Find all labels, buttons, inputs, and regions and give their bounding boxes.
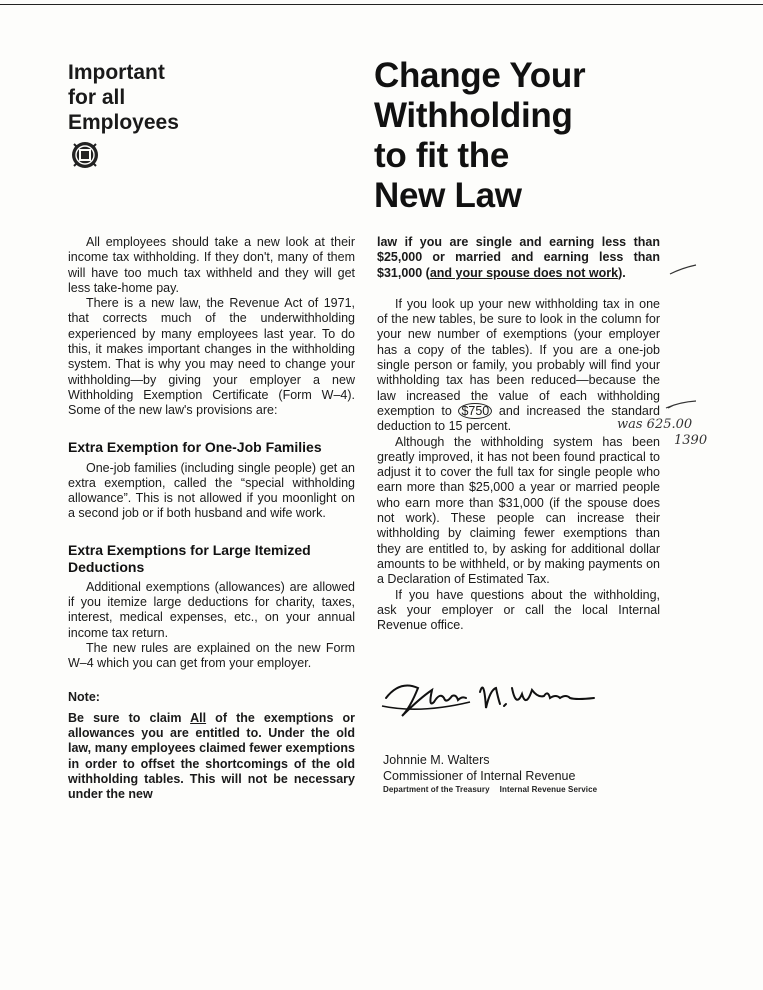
note-text-all: All: [190, 710, 207, 725]
system-paragraph: Although the withholding system has been greatly improved, it has not been found practical to adjust it to cover the full tax for single people who earn more than $25,000 a year or married people who earn more than $31,000 (if the spouse does not work). These people can increase their withholding by claiming fewer exemptions than they are entitled to, by asking for additional dollar amounts to be withheld, or by making payments on a Declaration of Estimated Tax.: [377, 434, 660, 587]
internal-revenue-service: Internal Revenue Service: [499, 785, 598, 794]
top-rule: [0, 4, 763, 5]
intro-paragraph: All employees should take a new look at their income tax withholding. If they don't, many of them will have too much tax withheld and they will get less take-home pay.: [68, 235, 355, 295]
handwritten-note-amount: 1390: [674, 433, 708, 448]
lead-text-underlined: and your spouse does not work: [429, 265, 619, 280]
handwritten-arrow-mark: [664, 398, 698, 412]
kicker-heading: [68, 60, 179, 135]
handwritten-check-mark: [668, 262, 698, 278]
commissioner-name: Johnnie M. Walters: [383, 753, 490, 767]
left-column: [68, 235, 355, 803]
form-w4-paragraph: The new rules are explained on the new Form W–4 which you can get from your employer.: [68, 640, 355, 671]
headline: [374, 56, 585, 216]
continued-lead-paragraph: [377, 235, 660, 281]
note-text-b: of the exemptions or allowances you are entitled to. Under the old law, many employees claimed fewer exemptions in order to offset the shortcomings of the old withholding tables. This will not be necessary under the new: [68, 710, 355, 802]
kicker-line-3: Employees: [68, 111, 179, 134]
headline-line-1: Change Your: [374, 56, 586, 95]
lead-text-a: law if you are single and earning less than $25,000 or married and earning less than $31,000 (: [377, 235, 660, 280]
one-job-paragraph: One-job families (including single people) get an extra exemption, called the “special withholding allowance”. This is not allowed if you moonlight on a second job or if both husband and wife work.: [68, 460, 355, 521]
tables-text-b: and increased the standard deduction to 15 percent.: [377, 403, 660, 434]
treasury-seal-icon: [69, 140, 101, 170]
kicker-line-1: Important: [68, 61, 165, 84]
lead-text-b: ).: [618, 265, 626, 280]
department-of-treasury: Department of the Treasury: [383, 785, 490, 794]
revenue-act-paragraph: There is a new law, the Revenue Act of 1971, that corrects much of the underwithholding experienced by many employees last year. To do this, it makes important changes in the withholding system. That is why you may need to change your withholding—by giving your employer a new Withholding Exemption Certificate (Form W–4). Some of the new law's provisions are:: [68, 296, 355, 418]
section-heading-itemized: Extra Exemptions for Large Itemized Deductions: [68, 541, 311, 575]
note-label: Note:: [68, 689, 100, 704]
handwritten-note-was: was 625.00: [617, 417, 693, 432]
exemption-amount-circled: $750: [458, 403, 492, 419]
headline-line-2: Withholding: [374, 96, 573, 135]
signature-block: [383, 752, 575, 784]
commissioner-title: Commissioner of Internal Revenue: [383, 769, 576, 783]
note-paragraph: [68, 711, 355, 803]
kicker-line-2: for all: [68, 86, 126, 109]
itemized-paragraph: Additional exemptions (allowances) are allowed if you itemize large deductions for charity, taxes, interest, medical expenses, etc., on your annual income tax return.: [68, 579, 355, 640]
questions-paragraph: If you have questions about the withholding, ask your employer or call the local Internal Revenue office.: [377, 587, 660, 633]
section-heading-one-job: Extra Exemption for One-Job Families: [68, 438, 322, 455]
right-column: [377, 235, 660, 633]
tables-text-a: If you look up your new withholding tax in one of the new tables, be sure to look in the column for your new number of exemptions (your employer has a copy of the tables). If you are a one-job single person or family, you probably will find your withholding tax has been reduced—because the law increased the value of each withholding exemption to: [377, 296, 660, 418]
note-text-a: Be sure to claim: [68, 710, 191, 725]
headline-line-3: to fit the: [374, 136, 510, 175]
department-line: [383, 785, 607, 794]
headline-line-4: New Law: [374, 176, 522, 215]
commissioner-signature: [380, 668, 602, 726]
tables-paragraph: [377, 297, 660, 435]
